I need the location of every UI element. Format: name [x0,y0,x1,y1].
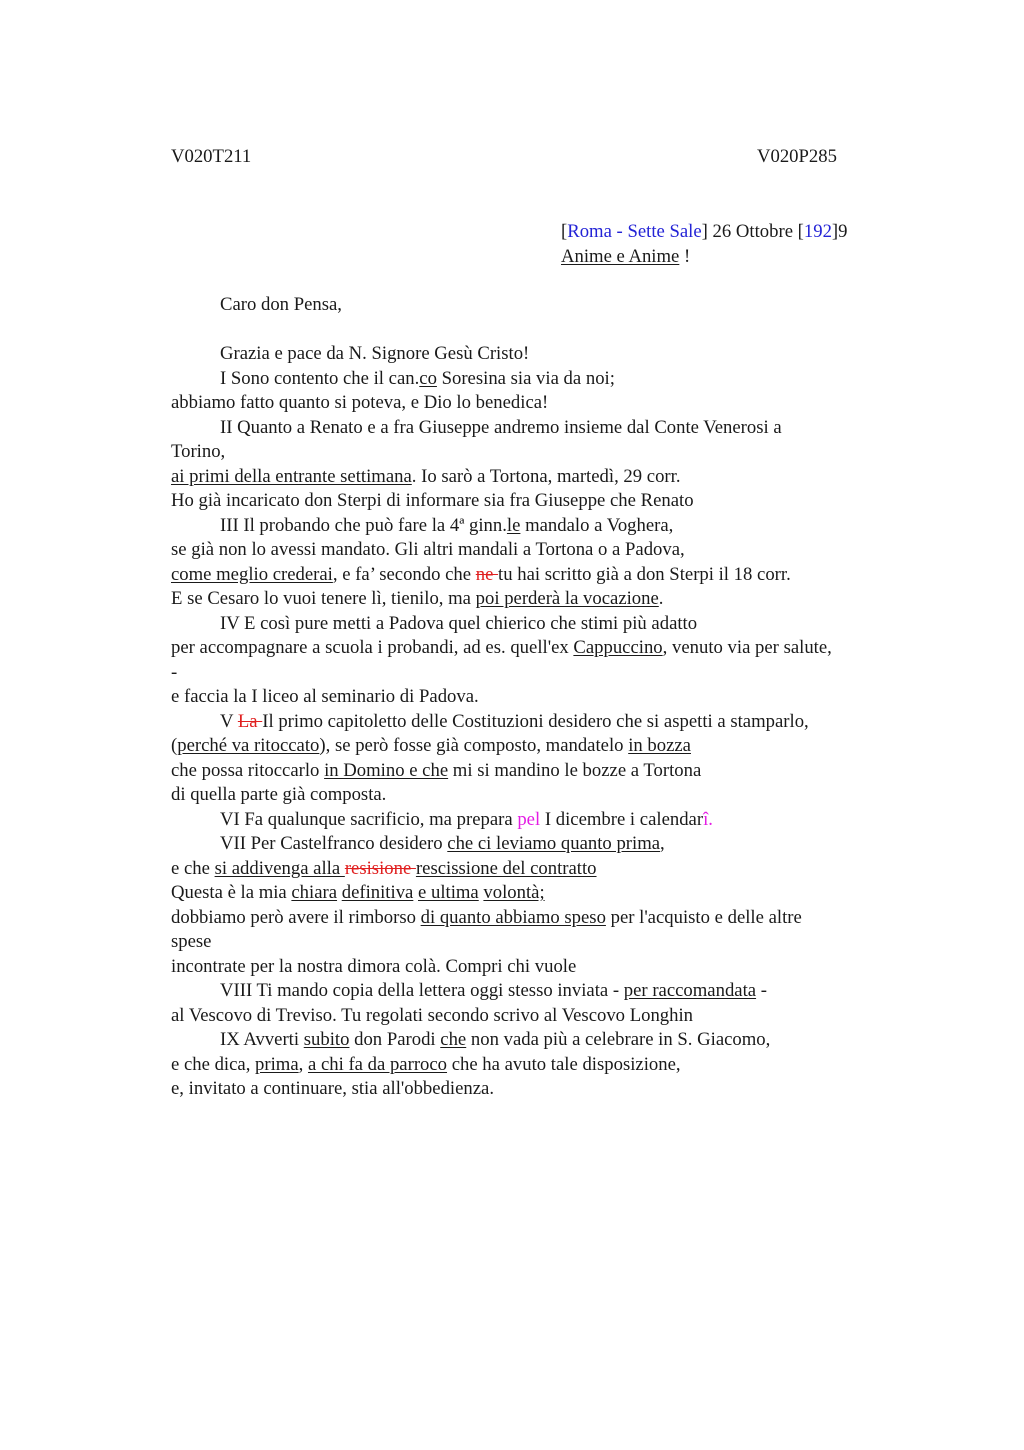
date-line [561,220,848,245]
text-line: spese [171,931,212,952]
text-line: IX Avverti subito don Parodi che non vada più a celebrare in S. Giacomo, [220,1029,771,1050]
motto-tail: ! [679,245,691,267]
place-name: Roma - Sette Sale [567,221,702,242]
text-line: (perché va ritoccato), se però fosse già composto, mandatelo in bozza [171,735,691,756]
deleted-text: La [237,710,263,732]
text-line: III Il probando che può fare la 4ª ginn.le mandalo a Voghera, [220,514,674,536]
text-line: che possa ritoccarlo in Domino e che mi si mandino le bozze a Tortona [171,759,702,781]
motto: Anime e Anime [561,245,680,267]
text-line: abbiamo fatto quanto si poteva, e Dio lo benedica! [171,392,549,413]
text-line: - [171,661,178,683]
text-line: I Sono contento che il can.co Soresina sia via da noi; [220,367,615,389]
text-line: come meglio crederai, e fa’ secondo che ne tu hai scritto già a don Sterpi il 18 corr. [171,563,791,585]
text-line: VIII Ti mando copia della lettera oggi stesso inviata - per raccomandata - [220,980,767,1001]
greeting: Grazia e pace da N. Signore Gesù Cristo! [220,343,530,364]
letter-body [171,293,906,1102]
text-line: e faccia la I liceo al seminario di Padova. [171,686,479,707]
text-line: e, invitato a continuare, stia all'obbedienza. [171,1078,495,1099]
date-text: ] 26 Ottobre [ [701,221,804,242]
text-line: V La Il primo capitoletto delle Costituzioni desidero che si aspetti a stamparlo, [220,710,809,732]
document-code-right: V020P285 [757,146,837,167]
motto-line [561,245,848,270]
salutation: Caro don Pensa, [220,294,342,315]
deleted-text: resisione [344,857,416,879]
text-line: incontrate per la nostra dimora colà. Compri chi vuole [171,955,577,977]
date-close: ]9 [831,221,848,242]
text-line: VI Fa qualunque sacrificio, ma prepara pel I dicembre i calendarî. [220,808,713,830]
text-line: di quella parte già composta. [171,784,387,805]
year-part: 192 [803,221,832,242]
text-line: per accompagnare a scuola i probandi, ad es. quell'ex Cappuccino, venuto via per salute, [171,637,832,658]
text-line: II Quanto a Renato e a fra Giuseppe andremo insieme dal Conte Venerosi a [220,416,782,438]
text-line: Ho già incaricato don Sterpi di informare sia fra Giuseppe che Renato [171,490,694,511]
text-line: Torino, [171,441,226,462]
text-line: e che dica, prima, a chi fa da parroco che ha avuto tale disposizione, [171,1053,681,1075]
text-line: se già non lo avessi mandato. Gli altri mandali a Tortona o a Padova, [171,539,685,560]
text-line: E se Cesaro lo vuoi tenere lì, tienilo, ma poi perderà la vocazione. [171,588,664,609]
text-line: ai primi della entrante settimana. Io sarò a Tortona, martedì, 29 corr. [171,465,681,487]
text-line: VII Per Castelfranco desidero che ci leviamo quanto prima, [220,833,665,854]
deleted-text: ne [475,563,499,585]
text-line: dobbiamo però avere il rimborso di quanto abbiamo speso per l'acquisto e delle altre [171,906,802,928]
text-line: IV E così pure metti a Padova quel chierico che stimi più adatto [220,612,698,634]
dateline [561,220,848,269]
document-code-left: V020T211 [171,146,252,167]
text-line: Questa è la mia chiara definitiva e ultima volontà; [171,882,545,903]
text-line: e che si addivenga alla resisione rescissione del contratto [171,857,597,879]
text-line: al Vescovo di Treviso. Tu regolati secondo scrivo al Vescovo Longhin [171,1004,694,1026]
bracket: [ [561,221,568,242]
